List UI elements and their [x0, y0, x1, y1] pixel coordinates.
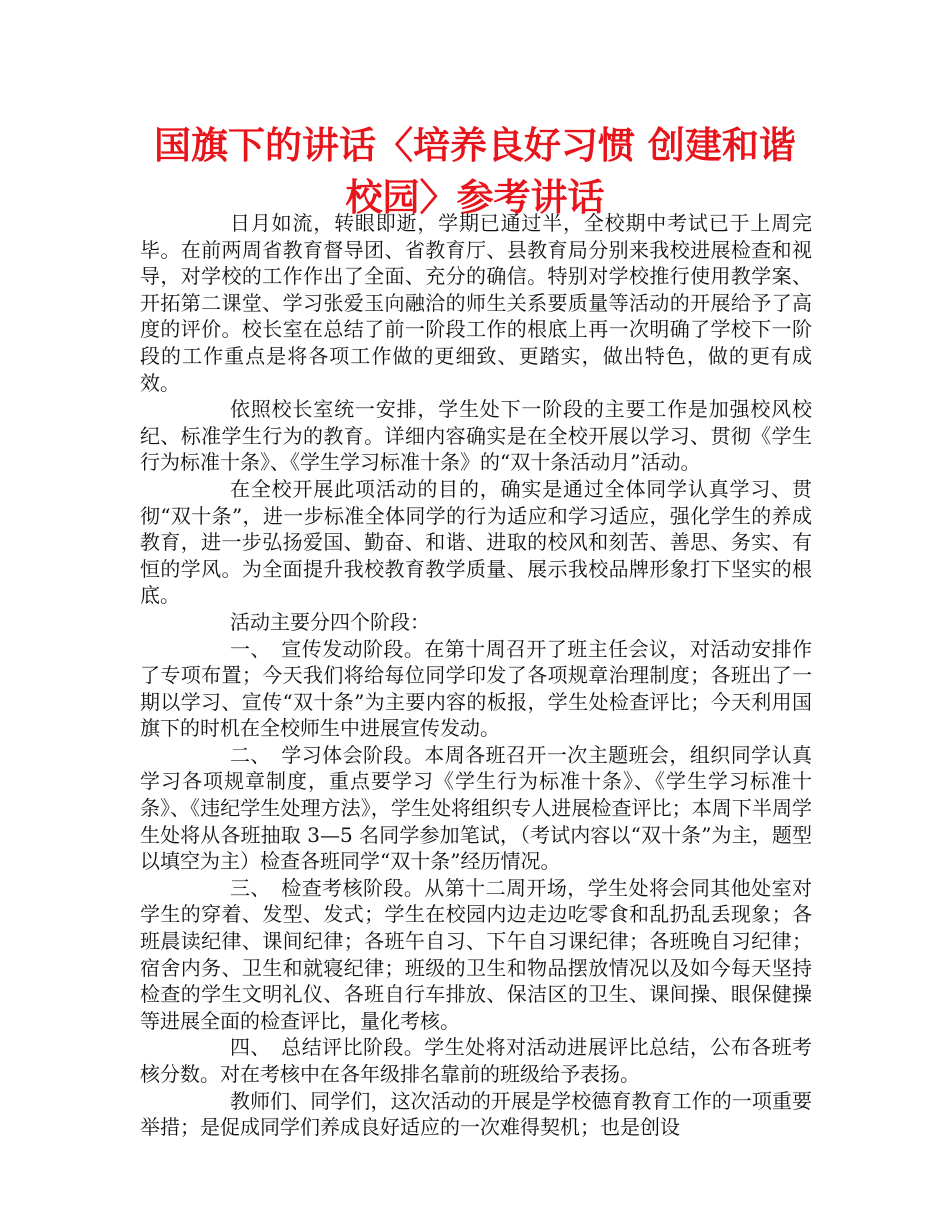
paragraph-closing: 教师们、同学们，这次活动的开展是学校德育教育工作的一项重要举措；是促成同学们养成良好适应的一次难得契机；也是创设: [140, 1088, 812, 1140]
document-body: [140, 210, 812, 1141]
paragraph-stage-three: 三、 检查考核阶段。从第十二周开场，学生处将会同其他处室对学生的穿着、发型、发式；学生在校园内边走边吃零食和乱扔乱丢现象；各班晨读纪律、课间纪律；各班午自习、下午自习课纪律；各班晚自习纪律；宿舍内务、卫生和就寝纪律；班级的卫生和物品摆放情况以及如今每天坚持检查的学生文明礼仪、各班自行车排放、保洁区的卫生、课间操、眼保健操等进展全面的检查评比，量化考核。: [140, 875, 812, 1033]
paragraph-purpose: 在全校开展此项活动的目的，确实是通过全体同学认真学习、贯彻“双十条”，进一步标准全体同学的行为适应和学习适应，强化学生的养成教育，进一步弘扬爱国、勤奋、和谐、进取的校风和刻苦、善思、务实、有恒的学风。为全面提升我校教育教学质量、展示我校品牌形象打下坚实的根底。: [140, 476, 812, 608]
paragraph-stage-two: 二、 学习体会阶段。本周各班召开一次主题班会，组织同学认真学习各项规章制度，重点要学习《学生行为标准十条》、《学生学习标准十条》、《违纪学生处理方法》，学生处将组织专人进展检查评比；本周下半周学生处将从各班抽取 3—5 名同学参加笔试，（考试内容以“双十条”为主，题型以填空为主）检查各班同学“双十条”经历情况。: [140, 742, 812, 874]
paragraph-arrangement: 依照校长室统一安排，学生处下一阶段的主要工作是加强校风校纪、标准学生行为的教育。详细内容确实是在全校开展以学习、贯彻《学生行为标准十条》、《学生学习标准十条》的“双十条活动月”活动。: [140, 397, 812, 475]
document-title: 国旗下的讲话〈培养良好习惯 创建和谐校园〉参考讲话: [154, 124, 796, 219]
paragraph-intro: 日月如流，转眼即逝，学期已通过半，全校期中考试已于上周完毕。在前两周省教育督导团、省教育厅、县教育局分别来我校进展检查和视导，对学校的工作作出了全面、充分的确信。特别对学校推行使用教学案、开拓第二课堂、学习张爱玉向融洽的师生关系要质量等活动的开展给予了高度的评价。校长室在总结了前一阶段工作的根底上再一次明确了学校下一阶段的工作重点是将各项工作做的更细致、更踏实，做出特色，做的更有成效。: [140, 211, 812, 395]
paragraph-stages-heading: 活动主要分四个阶段：: [230, 609, 430, 634]
paragraph-stage-one: 一、 宣传发动阶段。在第十周召开了班主任会议，对活动安排作了专项布置；今天我们将给每位同学印发了各项规章治理制度；各班出了一期以学习、宣传“双十条”为主要内容的板报，学生处检查评比；今天利用国旗下的时机在全校师生中进展宣传发动。: [140, 636, 812, 741]
paragraph-stage-four: 四、 总结评比阶段。学生处将对活动进展评比总结，公布各班考核分数。对在考核中在各年级排名靠前的班级给予表扬。: [140, 1035, 812, 1086]
